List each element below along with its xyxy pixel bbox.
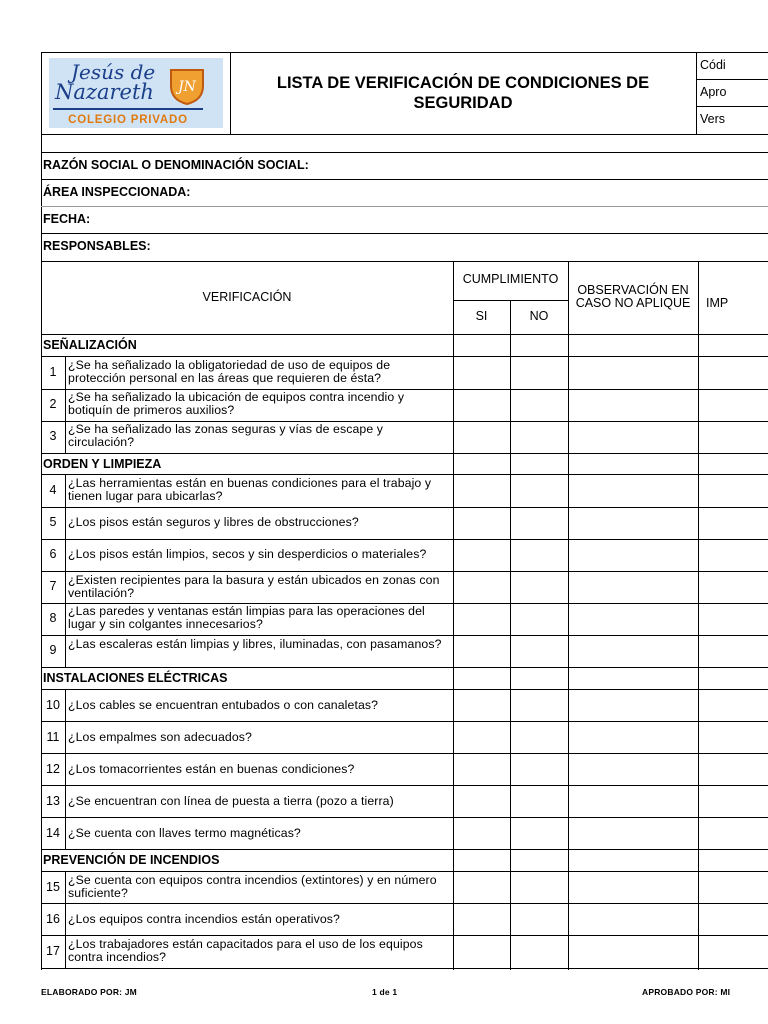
item-question: ¿Se cuenta con llaves termo magnéticas? bbox=[68, 826, 301, 840]
info-responsables: RESPONSABLES: bbox=[43, 239, 151, 253]
item-number: 7 bbox=[49, 579, 57, 593]
item-number: 9 bbox=[49, 643, 57, 657]
col-header-cumplimiento: CUMPLIMIENTO bbox=[462, 272, 559, 286]
item-number: 10 bbox=[46, 698, 60, 712]
item-question: ¿Se ha señalizado las zonas seguras y vías de escape y circulación? bbox=[68, 422, 384, 449]
page-title: LISTA DE VERIFICACIÓN DE CONDICIONES DE SEGURIDAD bbox=[276, 74, 650, 112]
footer-aprobado: APROBADO POR: MI bbox=[642, 987, 731, 997]
item-number: 1 bbox=[49, 365, 57, 379]
item-question: ¿Los cables se encuentran entubados o con canaletas? bbox=[68, 698, 379, 712]
logo-banner bbox=[53, 108, 203, 126]
item-number: 2 bbox=[49, 397, 57, 411]
col-header-imp: IMP bbox=[706, 296, 729, 310]
item-number: 8 bbox=[49, 611, 57, 625]
col-header-no: NO bbox=[529, 309, 549, 323]
col-header-verificacion: VERIFICACIÓN bbox=[202, 290, 292, 304]
section-title-prevencion-incendios: PREVENCIÓN DE INCENDIOS bbox=[43, 853, 220, 867]
info-razon-social: RAZÓN SOCIAL O DENOMINACIÓN SOCIAL: bbox=[43, 158, 309, 172]
footer-page-number: 1 de 1 bbox=[372, 987, 398, 997]
item-number: 3 bbox=[49, 429, 57, 443]
logo-script-line2: Nazareth bbox=[55, 80, 154, 104]
col-header-observacion: OBSERVACIÓN EN CASO NO APLIQUE bbox=[575, 283, 691, 310]
section-title-instalaciones-electricas: INSTALACIONES ELÉCTRICAS bbox=[43, 671, 228, 685]
item-number: 6 bbox=[49, 547, 57, 561]
item-number: 13 bbox=[46, 794, 60, 808]
item-number: 16 bbox=[46, 912, 60, 926]
item-number: 5 bbox=[49, 515, 57, 529]
info-fecha: FECHA: bbox=[43, 212, 91, 226]
meta-label-aprobado: Apro bbox=[700, 85, 727, 99]
item-question: ¿Los pisos están limpios, secos y sin desperdicios o materiales? bbox=[68, 547, 427, 561]
item-question: ¿Se ha señalizado la obligatoriedad de uso de equipos de protección personal en las áreas que requieren de ésta? bbox=[68, 358, 391, 385]
item-question: ¿Se ha señalizado la ubicación de equipos contra incendio y botiquín de primeros auxilios? bbox=[68, 390, 405, 417]
item-number: 4 bbox=[49, 483, 57, 497]
item-question: ¿Los empalmes son adecuados? bbox=[68, 730, 252, 744]
item-question: ¿Los trabajadores están capacitados para el uso de los equipos contra incendios? bbox=[68, 937, 423, 964]
school-logo bbox=[49, 58, 223, 128]
item-question: ¿Los equipos contra incendios están operativos? bbox=[68, 912, 340, 926]
item-question: ¿Existen recipientes para la basura y están ubicados en zonas con ventilación? bbox=[68, 573, 440, 600]
shield-icon bbox=[167, 66, 207, 106]
item-number: 14 bbox=[46, 826, 60, 840]
section-title-orden-limpieza: ORDEN Y LIMPIEZA bbox=[43, 457, 162, 471]
meta-label-codigo: Códi bbox=[700, 58, 726, 72]
item-number: 15 bbox=[46, 880, 60, 894]
info-area-inspeccionada: ÁREA INSPECCIONADA: bbox=[43, 185, 191, 199]
item-question: ¿Los pisos están seguros y libres de obstrucciones? bbox=[68, 515, 359, 529]
section-title-senalizacion: SEÑALIZACIÓN bbox=[43, 338, 137, 352]
item-question: ¿Las paredes y ventanas están limpias para las operaciones del lugar y sin colgantes innecesarios? bbox=[68, 604, 425, 631]
item-question: ¿Se encuentran con línea de puesta a tierra (pozo a tierra) bbox=[68, 794, 394, 808]
item-question: ¿Las herramientas están en buenas condiciones para el trabajo y tienen lugar para ubicarlas? bbox=[68, 476, 432, 503]
logo-banner-text: COLEGIO PRIVADO bbox=[68, 114, 188, 126]
shield-text: JN bbox=[178, 79, 196, 95]
item-number: 12 bbox=[46, 762, 60, 776]
footer-elaborado: ELABORADO POR: JM bbox=[41, 987, 137, 997]
item-number: 11 bbox=[46, 730, 60, 744]
col-header-si: SI bbox=[475, 309, 488, 323]
item-question: ¿Se cuenta con equipos contra incendios (extintores) y en número suficiente? bbox=[68, 873, 437, 900]
meta-label-version: Vers bbox=[700, 112, 726, 126]
item-number: 17 bbox=[46, 944, 60, 958]
logo-script-line1: Jesús de bbox=[71, 60, 156, 84]
item-question: ¿Las escaleras están limpias y libres, iluminadas, con pasamanos? bbox=[68, 637, 442, 651]
item-question: ¿Los tomacorrientes están en buenas condiciones? bbox=[68, 762, 355, 776]
